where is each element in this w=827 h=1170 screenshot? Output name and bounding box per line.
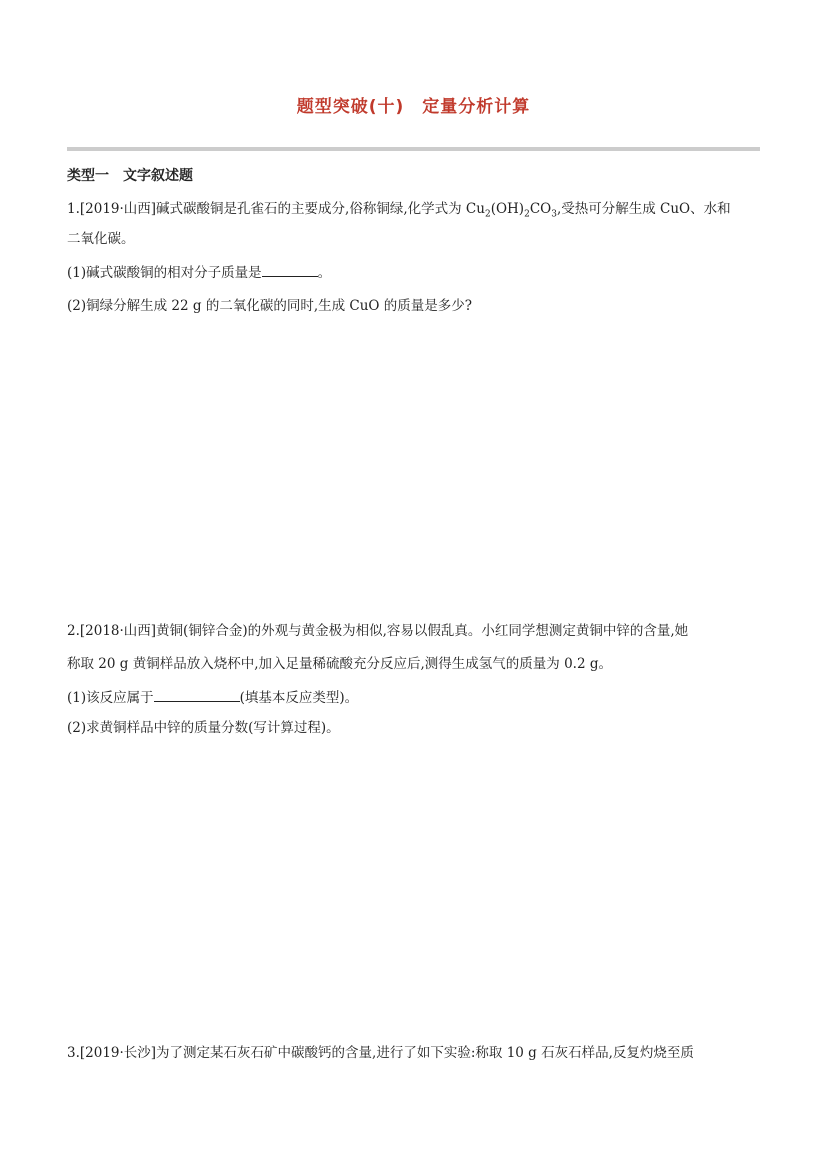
q1-part1-end: 。 xyxy=(317,265,332,281)
q1-stem-line1 xyxy=(67,199,767,225)
q2-part1-end: (填基本反应类型)。 xyxy=(239,690,359,706)
q1-sub-c: 3 xyxy=(551,209,557,220)
q2-stem-line2: 称取 20 g 黄铜样品放入烧杯中,加入足量稀硫酸充分反应后,测得生成氢气的质量为 0.2 g。 xyxy=(67,656,612,672)
q1-part1-text: (1)碱式碳酸铜的相对分子质量是 xyxy=(67,265,262,281)
q1-text-a: 1.[2019·山西]碱式碳酸铜是孔雀石的主要成分,俗称铜绿,化学式为 Cu xyxy=(67,201,485,217)
q3-stem-line1: 3.[2019·长沙]为了测定某石灰石矿中碳酸钙的含量,进行了如下实验:称取 10 g 石灰石样品,反复灼烧至质 xyxy=(67,1045,694,1061)
q1-text-d: ,受热可分解生成 CuO、水和 xyxy=(556,201,731,217)
title-divider xyxy=(67,147,760,151)
page-title: 题型突破(十) 定量分析计算 xyxy=(296,97,531,117)
q2-part1 xyxy=(67,687,767,708)
q2-stem-line1: 2.[2018·山西]黄铜(铜锌合金)的外观与黄金极为相似,容易以假乱真。小红同学想测定黄铜中锌的含量,她 xyxy=(67,623,689,639)
q1-part2: (2)铜绿分解生成 22 g 的二氧化碳的同时,生成 CuO 的质量是多少? xyxy=(67,298,473,314)
q1-sub-b: 2 xyxy=(524,209,530,220)
q2-part2: (2)求黄铜样品中锌的质量分数(写计算过程)。 xyxy=(67,720,340,736)
q2-part1-text: (1)该反应属于 xyxy=(67,690,154,706)
q1-answer-blank[interactable] xyxy=(262,262,318,277)
q2-answer-blank[interactable] xyxy=(154,687,240,702)
q1-text-b: (OH) xyxy=(490,201,525,217)
q1-text-c: CO xyxy=(529,201,552,217)
section-heading: 类型一 文字叙述题 xyxy=(67,168,193,184)
q1-part1 xyxy=(67,262,767,283)
q1-sub-a: 2 xyxy=(484,209,491,220)
q1-stem-line2: 二氧化碳。 xyxy=(67,231,135,247)
